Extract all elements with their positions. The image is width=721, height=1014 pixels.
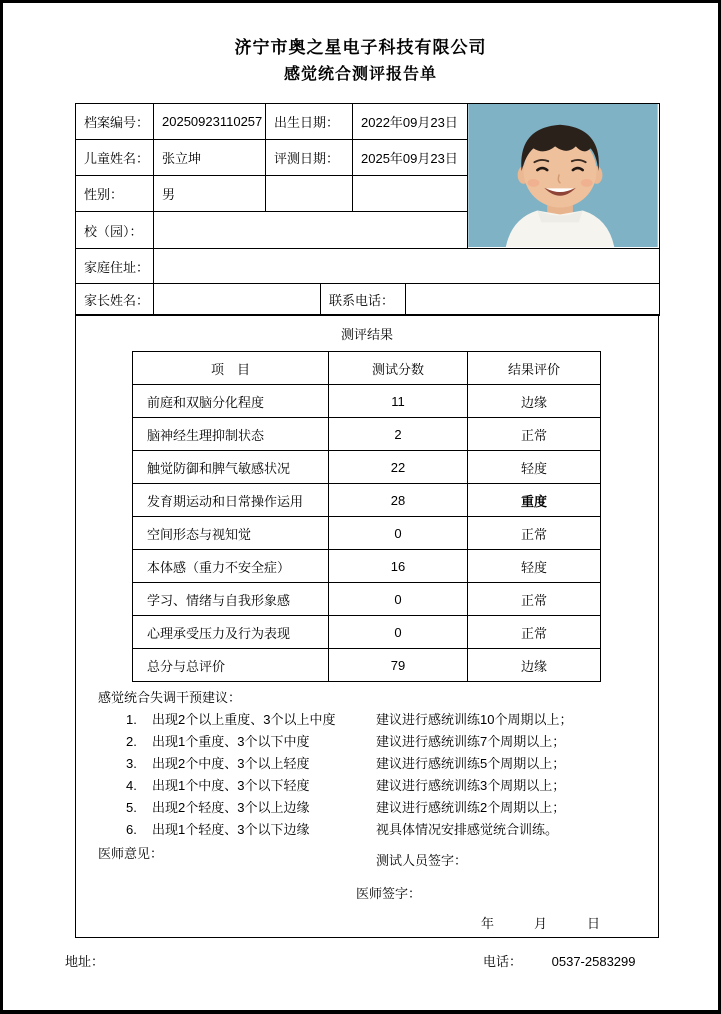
result-score: 16 — [329, 550, 468, 583]
recommendations-title: 感觉统合失调干预建议： — [98, 690, 242, 705]
info-section — [75, 103, 659, 316]
rec-number: 2. — [126, 734, 137, 749]
result-item: 触觉防御和脾气敏感状况 — [133, 451, 329, 484]
birth-date-label: 出生日期： — [266, 104, 353, 140]
guardian-name-value — [154, 284, 321, 316]
table-row — [133, 484, 601, 517]
rec-advice: 建议进行感统训练5个周期以上； — [376, 756, 566, 771]
child-name-value: 张立坤 — [154, 140, 266, 176]
rec-advice: 视具体情况安排感觉统合训练。 — [376, 822, 559, 837]
result-item: 学习、情绪与自我形象感 — [133, 583, 329, 616]
rec-number: 6. — [126, 822, 137, 837]
report-title: 感觉统合测评报告单 — [283, 66, 437, 83]
info-table — [75, 103, 660, 249]
home-address-label: 家庭住址： — [76, 249, 154, 284]
archive-number-label: 档案编号： — [76, 104, 154, 140]
contact-phone-label: 联系电话： — [321, 284, 406, 316]
list-item — [126, 753, 658, 775]
result-item: 本体感（重力不安全症） — [133, 550, 329, 583]
results-table — [132, 351, 601, 682]
result-eval: 正常 — [468, 517, 601, 550]
result-eval: 重度 — [468, 484, 601, 517]
day-label: 日 — [587, 916, 601, 931]
empty-cell — [266, 176, 353, 212]
gender-label: 性别： — [76, 176, 154, 212]
school-value — [154, 212, 468, 249]
rec-advice: 建议进行感统训练10个周期以上； — [376, 712, 573, 727]
result-score: 0 — [329, 583, 468, 616]
eval-date-value: 2025年09月23日 — [353, 140, 468, 176]
child-photo-illustration — [468, 104, 658, 247]
column-header-eval: 结果评价 — [468, 352, 601, 385]
result-eval: 边缘 — [468, 385, 601, 418]
rec-condition: 出现1个轻度、3个以下边缘 — [152, 822, 310, 837]
rec-condition: 出现2个以上重度、3个以上中度 — [152, 712, 336, 727]
contact-phone-value — [406, 284, 660, 316]
result-item: 总分与总评价 — [133, 649, 329, 682]
table-row — [133, 616, 601, 649]
rec-advice: 建议进行感统训练2个周期以上； — [376, 800, 566, 815]
result-eval: 正常 — [468, 418, 601, 451]
rec-advice: 建议进行感统训练7个周期以上； — [376, 734, 566, 749]
list-item — [126, 709, 658, 731]
address-table — [75, 248, 660, 284]
table-row — [133, 517, 601, 550]
table-header-row — [133, 352, 601, 385]
rec-condition: 出现2个轻度、3个以上边缘 — [152, 800, 310, 815]
rec-number: 1. — [126, 712, 137, 727]
table-row — [133, 583, 601, 616]
result-score: 22 — [329, 451, 468, 484]
column-header-score: 测试分数 — [329, 352, 468, 385]
footer-phone — [483, 951, 636, 970]
list-item — [126, 819, 658, 841]
archive-number-value: 20250923110257 — [154, 104, 266, 140]
table-row — [133, 451, 601, 484]
footer-phone-label: 电话： — [483, 954, 523, 969]
guardian-table — [75, 283, 660, 316]
school-label: 校（园）： — [76, 212, 154, 249]
eval-date-label: 评测日期： — [266, 140, 353, 176]
result-item: 前庭和双脑分化程度 — [133, 385, 329, 418]
result-score: 79 — [329, 649, 468, 682]
gender-value: 男 — [154, 176, 266, 212]
footer-address-label: 地址： — [65, 954, 105, 969]
result-eval: 轻度 — [468, 550, 601, 583]
month-label: 月 — [534, 916, 548, 931]
result-item: 发育期运动和日常操作运用 — [133, 484, 329, 517]
result-score: 2 — [329, 418, 468, 451]
result-score: 0 — [329, 517, 468, 550]
list-item — [126, 731, 658, 753]
results-section-title: 测评结果 — [340, 327, 393, 342]
rec-condition: 出现1个中度、3个以下轻度 — [152, 778, 310, 793]
guardian-name-label: 家长姓名： — [76, 284, 154, 316]
result-score: 0 — [329, 616, 468, 649]
doctor-opinion-label: 医师意见： — [98, 846, 164, 861]
table-row — [133, 649, 601, 682]
rec-number: 5. — [126, 800, 137, 815]
result-eval: 正常 — [468, 583, 601, 616]
result-eval: 正常 — [468, 616, 601, 649]
rec-condition: 出现1个重度、3个以下中度 — [152, 734, 310, 749]
result-eval: 边缘 — [468, 649, 601, 682]
results-section — [75, 314, 659, 938]
rec-advice: 建议进行感统训练3个周期以上； — [376, 778, 566, 793]
list-item — [126, 797, 658, 819]
year-label: 年 — [481, 916, 495, 931]
result-item: 脑神经生理抑制状态 — [133, 418, 329, 451]
result-item: 心理承受压力及行为表现 — [133, 616, 329, 649]
company-title: 济宁市奥之星电子科技有限公司 — [234, 38, 487, 57]
table-row — [133, 550, 601, 583]
list-item — [126, 775, 658, 797]
recommendations — [76, 687, 658, 841]
rec-number: 3. — [126, 756, 137, 771]
result-score: 11 — [329, 385, 468, 418]
result-score: 28 — [329, 484, 468, 517]
home-address-value — [154, 249, 660, 284]
birth-date-value: 2022年09月23日 — [353, 104, 468, 140]
footer-phone-value: 0537-2583299 — [551, 954, 636, 969]
rec-number: 4. — [126, 778, 137, 793]
column-header-item: 项 目 — [133, 352, 329, 385]
rec-condition: 出现2个中度、3个以上轻度 — [152, 756, 310, 771]
result-item: 空间形态与视知觉 — [133, 517, 329, 550]
table-row — [133, 385, 601, 418]
tester-signature-label: 测试人员签字： — [376, 853, 468, 868]
date-signature-line — [481, 913, 600, 932]
child-name-label: 儿童姓名： — [76, 140, 154, 176]
result-eval: 轻度 — [468, 451, 601, 484]
table-row — [133, 418, 601, 451]
doctor-signature-label: 医师签字： — [356, 886, 422, 901]
child-photo — [468, 104, 660, 249]
empty-cell — [353, 176, 468, 212]
